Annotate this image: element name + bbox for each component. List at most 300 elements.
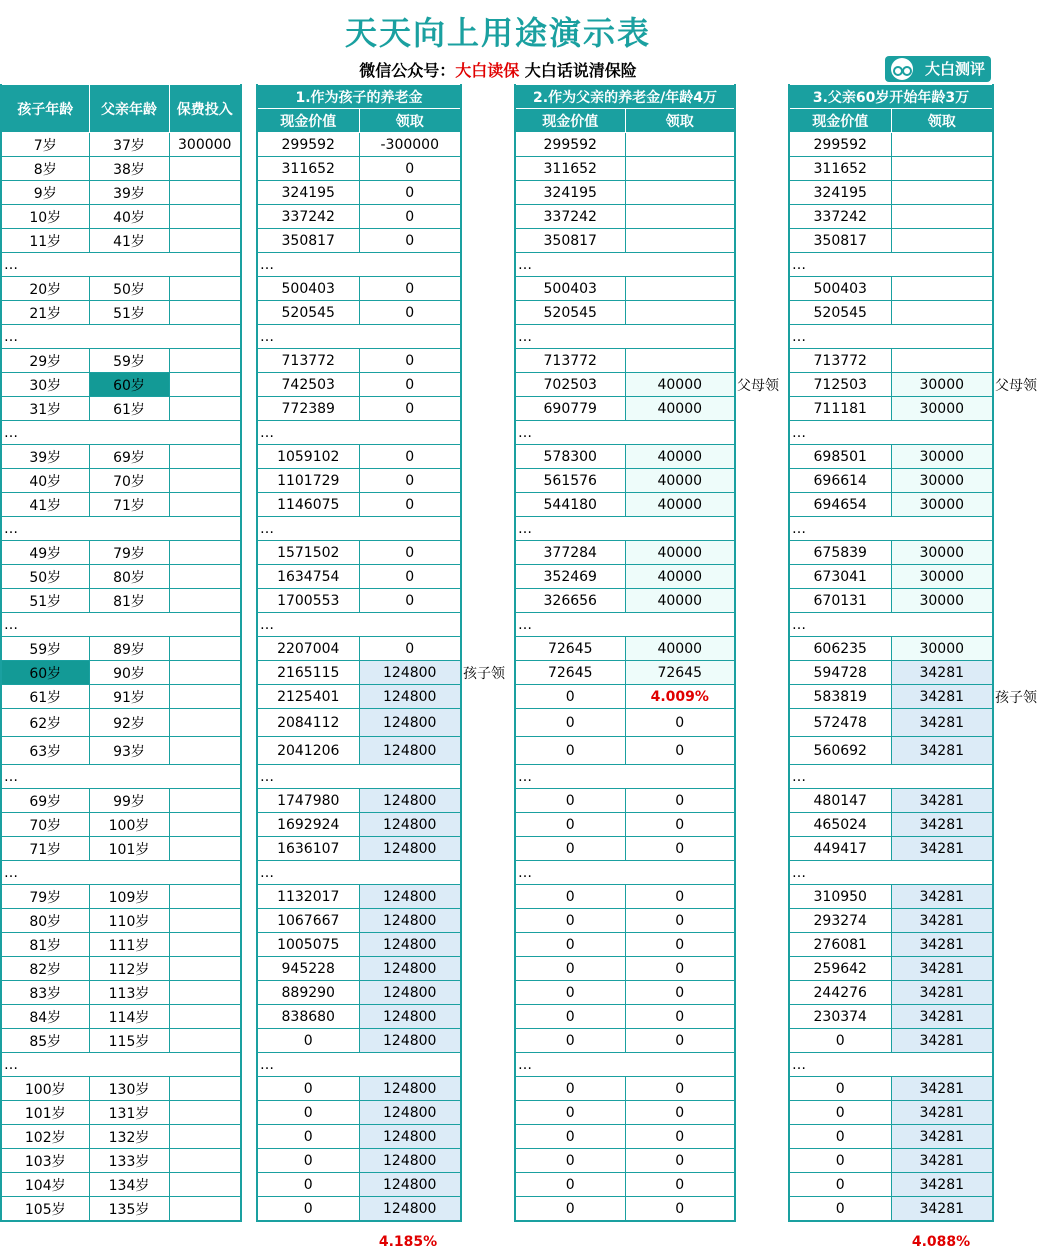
table-row <box>789 1173 993 1197</box>
claim-cell: 34281 <box>891 1029 993 1053</box>
father-age-cell: 40岁 <box>89 205 169 229</box>
cash-value-cell: 560692 <box>789 737 891 765</box>
cash-value-cell: 690779 <box>515 397 625 421</box>
ellipsis-cell: … <box>515 325 735 349</box>
ellipsis-cell: … <box>515 613 735 637</box>
claim-cell: 0 <box>625 1125 735 1149</box>
cash-value-cell: 500403 <box>515 277 625 301</box>
ellipsis-cell: … <box>789 765 993 789</box>
table-row <box>1 737 241 765</box>
table-row <box>515 737 735 765</box>
ellipsis-row <box>257 253 461 277</box>
table-row <box>1 133 241 157</box>
father-age-cell: 80岁 <box>89 565 169 589</box>
claim-cell: 0 <box>359 157 461 181</box>
table-row <box>257 885 461 909</box>
table-row <box>515 373 735 397</box>
ellipsis-cell: … <box>1 325 241 349</box>
father-age-cell: 50岁 <box>89 277 169 301</box>
claim-cell: 0 <box>359 229 461 253</box>
claim-cell: 124800 <box>359 837 461 861</box>
header-father-age: 父亲年龄 <box>89 85 169 133</box>
table-row <box>789 1077 993 1101</box>
cash-value-cell: 0 <box>515 737 625 765</box>
table-row <box>515 181 735 205</box>
premium-cell <box>169 661 241 685</box>
claim-cell: 40000 <box>625 445 735 469</box>
table-row <box>515 469 735 493</box>
ellipsis-row <box>1 325 241 349</box>
ellipsis-row <box>1 861 241 885</box>
table-row <box>257 205 461 229</box>
table-row <box>789 157 993 181</box>
father-age-cell: 81岁 <box>89 589 169 613</box>
premium-cell <box>169 1149 241 1173</box>
claim-cell: 30000 <box>891 397 993 421</box>
ellipsis-row <box>1 613 241 637</box>
cash-value-cell: 712503 <box>789 373 891 397</box>
table-row <box>789 885 993 909</box>
cash-value-cell: 1634754 <box>257 565 359 589</box>
claim-cell: 0 <box>359 205 461 229</box>
claim-cell: 0 <box>625 1005 735 1029</box>
claim-cell: 124800 <box>359 1125 461 1149</box>
claim-cell: 0 <box>359 397 461 421</box>
table-row <box>257 373 461 397</box>
premium-cell <box>169 1125 241 1149</box>
father-age-cell: 91岁 <box>89 685 169 709</box>
claim-cell: 124800 <box>359 1149 461 1173</box>
cash-value-cell: 1692924 <box>257 813 359 837</box>
table-row <box>789 1029 993 1053</box>
cash-value-cell: 583819 <box>789 685 891 709</box>
claim-cell: 34281 <box>891 837 993 861</box>
table-row <box>257 737 461 765</box>
table-row <box>789 661 993 685</box>
table-row <box>515 229 735 253</box>
cash-value-cell: 713772 <box>789 349 891 373</box>
table-row <box>257 1197 461 1222</box>
claim-cell: 0 <box>625 1101 735 1125</box>
table-row <box>515 157 735 181</box>
child-age-cell: 50岁 <box>1 565 89 589</box>
table-row <box>257 661 461 685</box>
table-row <box>515 837 735 861</box>
table-row <box>789 909 993 933</box>
claim-cell: -300000 <box>359 133 461 157</box>
claim-cell: 124800 <box>359 737 461 765</box>
table-row <box>257 301 461 325</box>
cash-value-cell: 1005075 <box>257 933 359 957</box>
claim-cell: 30000 <box>891 373 993 397</box>
table-row <box>515 909 735 933</box>
claim-cell <box>891 301 993 325</box>
claim-cell: 124800 <box>359 1077 461 1101</box>
premium-cell <box>169 737 241 765</box>
table-row <box>257 1125 461 1149</box>
child-age-cell: 79岁 <box>1 885 89 909</box>
father-60-table <box>788 84 994 1222</box>
header-claim: 领取 <box>891 109 993 133</box>
child-age-cell: 40岁 <box>1 469 89 493</box>
irr-child: 4.185% <box>378 1234 438 1250</box>
premium-cell <box>169 1101 241 1125</box>
child-age-cell: 9岁 <box>1 181 89 205</box>
claim-cell: 34281 <box>891 1101 993 1125</box>
table-row <box>515 1149 735 1173</box>
table-row <box>257 1101 461 1125</box>
ellipsis-row <box>515 765 735 789</box>
table-row <box>1 181 241 205</box>
claim-cell: 34281 <box>891 1005 993 1029</box>
claim-cell: 0 <box>625 813 735 837</box>
cash-value-cell: 702503 <box>515 373 625 397</box>
table-row <box>1 397 241 421</box>
claim-cell: 34281 <box>891 1077 993 1101</box>
cash-value-cell: 352469 <box>515 565 625 589</box>
cash-value-cell: 311652 <box>789 157 891 181</box>
premium-cell <box>169 181 241 205</box>
table-row <box>515 1077 735 1101</box>
claim-cell: 0 <box>625 1197 735 1222</box>
cash-value-cell: 0 <box>515 1125 625 1149</box>
table-row <box>789 981 993 1005</box>
header-claim: 领取 <box>359 109 461 133</box>
claim-cell: 34281 <box>891 933 993 957</box>
claim-cell: 0 <box>359 541 461 565</box>
table-row <box>789 133 993 157</box>
cash-value-cell: 337242 <box>789 205 891 229</box>
cash-value-cell: 0 <box>515 1101 625 1125</box>
ellipsis-row <box>789 861 993 885</box>
ellipsis-cell: … <box>515 421 735 445</box>
claim-cell: 40000 <box>625 565 735 589</box>
claim-cell: 0 <box>359 493 461 517</box>
table-row <box>789 373 993 397</box>
claim-cell: 0 <box>625 933 735 957</box>
table-row <box>789 1005 993 1029</box>
child-age-cell: 84岁 <box>1 1005 89 1029</box>
premium-cell <box>169 789 241 813</box>
cash-value-cell: 1101729 <box>257 469 359 493</box>
cash-value-cell: 0 <box>515 1149 625 1173</box>
ellipsis-cell: … <box>789 861 993 885</box>
claim-cell: 40000 <box>625 469 735 493</box>
ellipsis-cell: … <box>257 325 461 349</box>
cash-value-cell: 465024 <box>789 813 891 837</box>
table-row <box>515 565 735 589</box>
table-row <box>515 933 735 957</box>
table-row <box>789 205 993 229</box>
claim-cell: 124800 <box>359 909 461 933</box>
child-age-cell: 49岁 <box>1 541 89 565</box>
father-age-cell: 109岁 <box>89 885 169 909</box>
cash-value-cell: 0 <box>789 1077 891 1101</box>
table-row <box>1 1077 241 1101</box>
ellipsis-row <box>789 765 993 789</box>
table-row <box>789 301 993 325</box>
claim-cell: 34281 <box>891 789 993 813</box>
cash-value-cell: 889290 <box>257 981 359 1005</box>
table-row <box>789 957 993 981</box>
cash-value-cell: 520545 <box>257 301 359 325</box>
table-row <box>515 541 735 565</box>
cash-value-cell: 0 <box>515 885 625 909</box>
table-row <box>515 1029 735 1053</box>
premium-cell <box>169 637 241 661</box>
cash-value-cell: 2165115 <box>257 661 359 685</box>
brand-name: 大白读保 <box>455 61 520 80</box>
ellipsis-row <box>257 325 461 349</box>
claim-cell: 124800 <box>359 661 461 685</box>
cash-value-cell: 694654 <box>789 493 891 517</box>
table-row <box>789 789 993 813</box>
father-age-cell: 89岁 <box>89 637 169 661</box>
subtitle <box>0 58 996 81</box>
table-row <box>1 277 241 301</box>
cash-value-cell: 377284 <box>515 541 625 565</box>
child-age-cell: 85岁 <box>1 1029 89 1053</box>
claim-cell: 34281 <box>891 1125 993 1149</box>
cash-value-cell: 713772 <box>515 349 625 373</box>
header-cash-value: 现金价值 <box>515 109 625 133</box>
claim-cell: 0 <box>625 1077 735 1101</box>
father-age-cell: 92岁 <box>89 709 169 737</box>
ellipsis-row <box>515 861 735 885</box>
claim-cell: 0 <box>625 789 735 813</box>
claim-cell <box>891 157 993 181</box>
claim-cell: 124800 <box>359 685 461 709</box>
claim-cell: 124800 <box>359 1101 461 1125</box>
cash-value-cell: 673041 <box>789 565 891 589</box>
child-age-cell: 20岁 <box>1 277 89 301</box>
ellipsis-row <box>1 253 241 277</box>
claim-cell: 34281 <box>891 1149 993 1173</box>
child-age-cell: 8岁 <box>1 157 89 181</box>
table-row <box>257 637 461 661</box>
cash-value-cell: 675839 <box>789 541 891 565</box>
cash-value-cell: 500403 <box>257 277 359 301</box>
cash-value-cell: 670131 <box>789 589 891 613</box>
premium-cell <box>169 349 241 373</box>
ellipsis-cell: … <box>1 765 241 789</box>
table-row <box>515 885 735 909</box>
cash-value-cell: 0 <box>789 1029 891 1053</box>
cash-value-cell: 0 <box>515 933 625 957</box>
table-row <box>1 1197 241 1222</box>
claim-cell <box>891 205 993 229</box>
table-row <box>515 589 735 613</box>
table-row <box>257 397 461 421</box>
child-age-cell: 21岁 <box>1 301 89 325</box>
ellipsis-row <box>1 517 241 541</box>
cash-value-cell: 0 <box>789 1149 891 1173</box>
premium-cell <box>169 1173 241 1197</box>
child-age-cell: 104岁 <box>1 1173 89 1197</box>
claim-cell: 0 <box>359 469 461 493</box>
claim-cell: 40000 <box>625 589 735 613</box>
premium-cell <box>169 1197 241 1222</box>
child-age-cell: 30岁 <box>1 373 89 397</box>
claim-cell: 124800 <box>359 885 461 909</box>
premium-cell <box>169 933 241 957</box>
table-row <box>789 685 993 709</box>
table-row <box>1 1005 241 1029</box>
claim-cell: 0 <box>359 637 461 661</box>
father-pension-table <box>514 84 736 1222</box>
cash-value-cell: 838680 <box>257 1005 359 1029</box>
ellipsis-cell: … <box>789 325 993 349</box>
cash-value-cell: 324195 <box>257 181 359 205</box>
table-row <box>257 1149 461 1173</box>
ellipsis-row <box>257 765 461 789</box>
claim-cell: 0 <box>625 1149 735 1173</box>
table-row <box>257 157 461 181</box>
cash-value-cell: 0 <box>257 1149 359 1173</box>
side-note: 孩子领 <box>995 690 1037 706</box>
claim-cell: 40000 <box>625 637 735 661</box>
premium-cell <box>169 885 241 909</box>
premium-cell <box>169 493 241 517</box>
claim-cell: 0 <box>359 349 461 373</box>
table-row <box>1 1029 241 1053</box>
cash-value-cell: 350817 <box>257 229 359 253</box>
father-age-cell: 38岁 <box>89 157 169 181</box>
premium-cell <box>169 909 241 933</box>
ellipsis-row <box>789 325 993 349</box>
table-row <box>789 445 993 469</box>
cash-value-cell: 337242 <box>515 205 625 229</box>
cash-value-cell: 742503 <box>257 373 359 397</box>
claim-cell <box>891 181 993 205</box>
claim-cell: 0 <box>625 1029 735 1053</box>
subtitle-suffix: 大白话说清保险 <box>524 61 637 80</box>
table-row <box>515 1197 735 1222</box>
table-row <box>515 1173 735 1197</box>
premium-cell <box>169 565 241 589</box>
cash-value-cell: 1700553 <box>257 589 359 613</box>
cash-value-cell: 0 <box>515 957 625 981</box>
cash-value-cell: 500403 <box>789 277 891 301</box>
child-age-cell: 39岁 <box>1 445 89 469</box>
cash-value-cell: 0 <box>515 1077 625 1101</box>
child-age-cell: 51岁 <box>1 589 89 613</box>
cash-value-cell: 2207004 <box>257 637 359 661</box>
table-row <box>1 589 241 613</box>
cash-value-cell: 606235 <box>789 637 891 661</box>
father-age-cell: 115岁 <box>89 1029 169 1053</box>
table-row <box>1 885 241 909</box>
child-age-cell: 60岁 <box>1 661 89 685</box>
ellipsis-row <box>789 421 993 445</box>
ellipsis-cell: … <box>257 421 461 445</box>
ellipsis-cell: … <box>789 1053 993 1077</box>
cash-value-cell: 72645 <box>515 637 625 661</box>
claim-cell <box>625 205 735 229</box>
claim-cell: 0 <box>359 589 461 613</box>
child-age-cell: 59岁 <box>1 637 89 661</box>
table-row <box>257 229 461 253</box>
table-row <box>789 277 993 301</box>
father-age-cell: 135岁 <box>89 1197 169 1222</box>
premium-cell <box>169 541 241 565</box>
ellipsis-row <box>515 517 735 541</box>
premium-cell <box>169 1005 241 1029</box>
table-row <box>257 981 461 1005</box>
table-row <box>789 1101 993 1125</box>
ellipsis-cell: … <box>515 765 735 789</box>
cash-value-cell: 711181 <box>789 397 891 421</box>
premium-cell <box>169 157 241 181</box>
ellipsis-row <box>1 1053 241 1077</box>
premium-cell <box>169 709 241 737</box>
table-row <box>257 493 461 517</box>
table-row <box>257 181 461 205</box>
table-row <box>1 685 241 709</box>
cash-value-cell: 0 <box>515 837 625 861</box>
claim-cell: 30000 <box>891 493 993 517</box>
ellipsis-row <box>515 421 735 445</box>
table-row <box>789 1149 993 1173</box>
premium-cell <box>169 837 241 861</box>
cash-value-cell: 1067667 <box>257 909 359 933</box>
claim-cell: 0 <box>359 445 461 469</box>
father-age-cell: 70岁 <box>89 469 169 493</box>
table-row <box>257 541 461 565</box>
claim-cell <box>891 349 993 373</box>
header-premium: 保费投入 <box>169 85 241 133</box>
father-age-cell: 41岁 <box>89 229 169 253</box>
table-row <box>515 301 735 325</box>
father-age-cell: 60岁 <box>89 373 169 397</box>
table-row <box>257 1173 461 1197</box>
ellipsis-cell: … <box>1 613 241 637</box>
cash-value-cell: 572478 <box>789 709 891 737</box>
father-age-cell: 100岁 <box>89 813 169 837</box>
table-row <box>789 1125 993 1149</box>
table-row <box>1 789 241 813</box>
cash-value-cell: 311652 <box>257 157 359 181</box>
cash-value-cell: 0 <box>515 909 625 933</box>
header-claim: 领取 <box>625 109 735 133</box>
table-row <box>257 349 461 373</box>
claim-cell: 124800 <box>359 1029 461 1053</box>
claim-cell: 124800 <box>359 957 461 981</box>
logo-text: 大白测评 <box>924 60 985 78</box>
claim-cell <box>891 229 993 253</box>
table-row <box>257 789 461 813</box>
claim-cell: 34281 <box>891 1173 993 1197</box>
table-row <box>789 813 993 837</box>
header-cash-value: 现金价值 <box>257 109 359 133</box>
cash-value-cell: 0 <box>515 1197 625 1222</box>
claim-cell: 34281 <box>891 737 993 765</box>
father-age-cell: 71岁 <box>89 493 169 517</box>
table-row <box>1 909 241 933</box>
logo <box>885 56 991 82</box>
table-row <box>257 837 461 861</box>
table-row <box>1 469 241 493</box>
cash-value-cell: 0 <box>515 1029 625 1053</box>
ellipsis-row <box>515 325 735 349</box>
table-row <box>257 709 461 737</box>
table-row <box>257 933 461 957</box>
claim-cell: 34281 <box>891 813 993 837</box>
cash-value-cell: 350817 <box>789 229 891 253</box>
table-row <box>1 981 241 1005</box>
cash-value-cell: 72645 <box>515 661 625 685</box>
cash-value-cell: 2084112 <box>257 709 359 737</box>
